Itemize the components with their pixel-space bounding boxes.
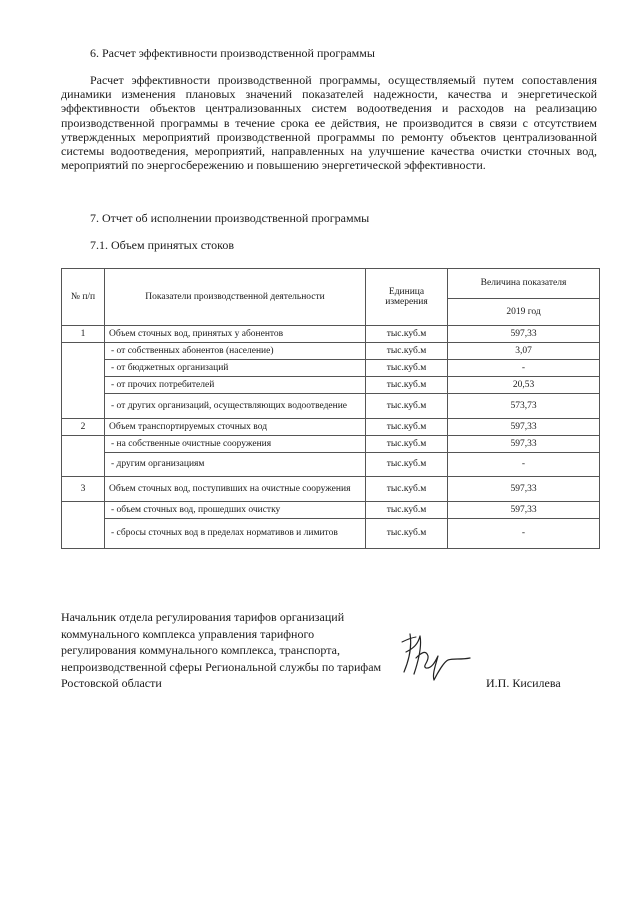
row-unit: тыс.куб.м bbox=[366, 502, 448, 519]
row-label: - от бюджетных организаций bbox=[105, 360, 366, 377]
row-label: Объем сточных вод, поступивших на очистные сооружения bbox=[105, 477, 366, 502]
row-unit: тыс.куб.м bbox=[366, 419, 448, 436]
row-unit: тыс.куб.м bbox=[366, 453, 448, 477]
row-num bbox=[62, 502, 105, 549]
row-num bbox=[62, 343, 105, 419]
row-num bbox=[62, 436, 105, 477]
row-num: 3 bbox=[62, 477, 105, 502]
row-label: - от собственных абонентов (население) bbox=[105, 343, 366, 360]
row-value: - bbox=[448, 360, 600, 377]
row-label: Объем сточных вод, принятых у абонентов bbox=[105, 326, 366, 343]
row-value: 597,33 bbox=[448, 419, 600, 436]
table-row bbox=[62, 502, 600, 519]
row-value: 597,33 bbox=[448, 436, 600, 453]
table-row bbox=[62, 477, 600, 502]
wastewater-volume-table bbox=[61, 268, 600, 549]
header-num: № п/п bbox=[62, 269, 105, 326]
row-value: 573,73 bbox=[448, 394, 600, 419]
table-header-row bbox=[62, 269, 600, 299]
header-unit: Единица измерения bbox=[366, 269, 448, 326]
table-row bbox=[62, 419, 600, 436]
header-year: 2019 год bbox=[448, 299, 600, 326]
row-value: 3,07 bbox=[448, 343, 600, 360]
row-value: - bbox=[448, 519, 600, 549]
row-num: 1 bbox=[62, 326, 105, 343]
table-row bbox=[62, 453, 600, 477]
row-unit: тыс.куб.м bbox=[366, 477, 448, 502]
row-label: - сбросы сточных вод в пределах нормативов и лимитов bbox=[105, 519, 366, 549]
section-6-heading: 6. Расчет эффективности производственной программы bbox=[90, 46, 375, 60]
handwritten-signature bbox=[392, 622, 474, 682]
table-row bbox=[62, 377, 600, 394]
table-row bbox=[62, 436, 600, 453]
row-label: - на собственные очистные сооружения bbox=[105, 436, 366, 453]
row-value: 597,33 bbox=[448, 477, 600, 502]
row-value: 20,53 bbox=[448, 377, 600, 394]
row-unit: тыс.куб.м bbox=[366, 360, 448, 377]
row-unit: тыс.куб.м bbox=[366, 343, 448, 360]
header-value: Величина показателя bbox=[448, 269, 600, 299]
row-label: - объем сточных вод, прошедших очистку bbox=[105, 502, 366, 519]
row-value: 597,33 bbox=[448, 502, 600, 519]
row-label: Объем транспортируемых сточных вод bbox=[105, 419, 366, 436]
table-row bbox=[62, 394, 600, 419]
row-unit: тыс.куб.м bbox=[366, 519, 448, 549]
row-unit: тыс.куб.м bbox=[366, 377, 448, 394]
signatory-position: Начальник отдела регулирования тарифов организаций коммунального комплекса управления тарифного регулирования коммунального комплекса, транспорта, непроизводственной сферы Региональной службы по тарифам Ростовской области bbox=[61, 610, 382, 691]
row-num: 2 bbox=[62, 419, 105, 436]
section-7-heading: 7. Отчет об исполнении производственной программы bbox=[90, 211, 370, 225]
row-label: - от других организаций, осуществляющих водоотведение bbox=[105, 394, 366, 419]
section-7-1-heading: 7.1. Объем принятых стоков bbox=[90, 238, 234, 252]
row-label: - другим организациям bbox=[105, 453, 366, 477]
header-indicator: Показатели производственной деятельности bbox=[105, 269, 366, 326]
row-unit: тыс.куб.м bbox=[366, 326, 448, 343]
row-label: - от прочих потребителей bbox=[105, 377, 366, 394]
table-row bbox=[62, 343, 600, 360]
row-unit: тыс.куб.м bbox=[366, 436, 448, 453]
row-unit: тыс.куб.м bbox=[366, 394, 448, 419]
section-6-paragraph: Расчет эффективности производственной программы, осуществляемый путем сопоставления динамики изменения плановых значений показателей надежности, качества и энергетической эффективности объектов централизованных систем водоотведения и расходов на реализацию производственной программы в течение срока ее действия, не производится в связи с отсутствием утвержденных мероприятий производственной программы по ремонту объектов централизованной системы водоотведения, мероприятий, направленных на улучшение качества очистки сточных вод, мероприятий по энергосбережению и повышению энергетической эффективности. bbox=[61, 73, 597, 173]
table-row bbox=[62, 519, 600, 549]
table-row bbox=[62, 326, 600, 343]
signatory-name: И.П. Кисилева bbox=[486, 676, 561, 690]
row-value: 597,33 bbox=[448, 326, 600, 343]
table-row bbox=[62, 360, 600, 377]
row-value: - bbox=[448, 453, 600, 477]
